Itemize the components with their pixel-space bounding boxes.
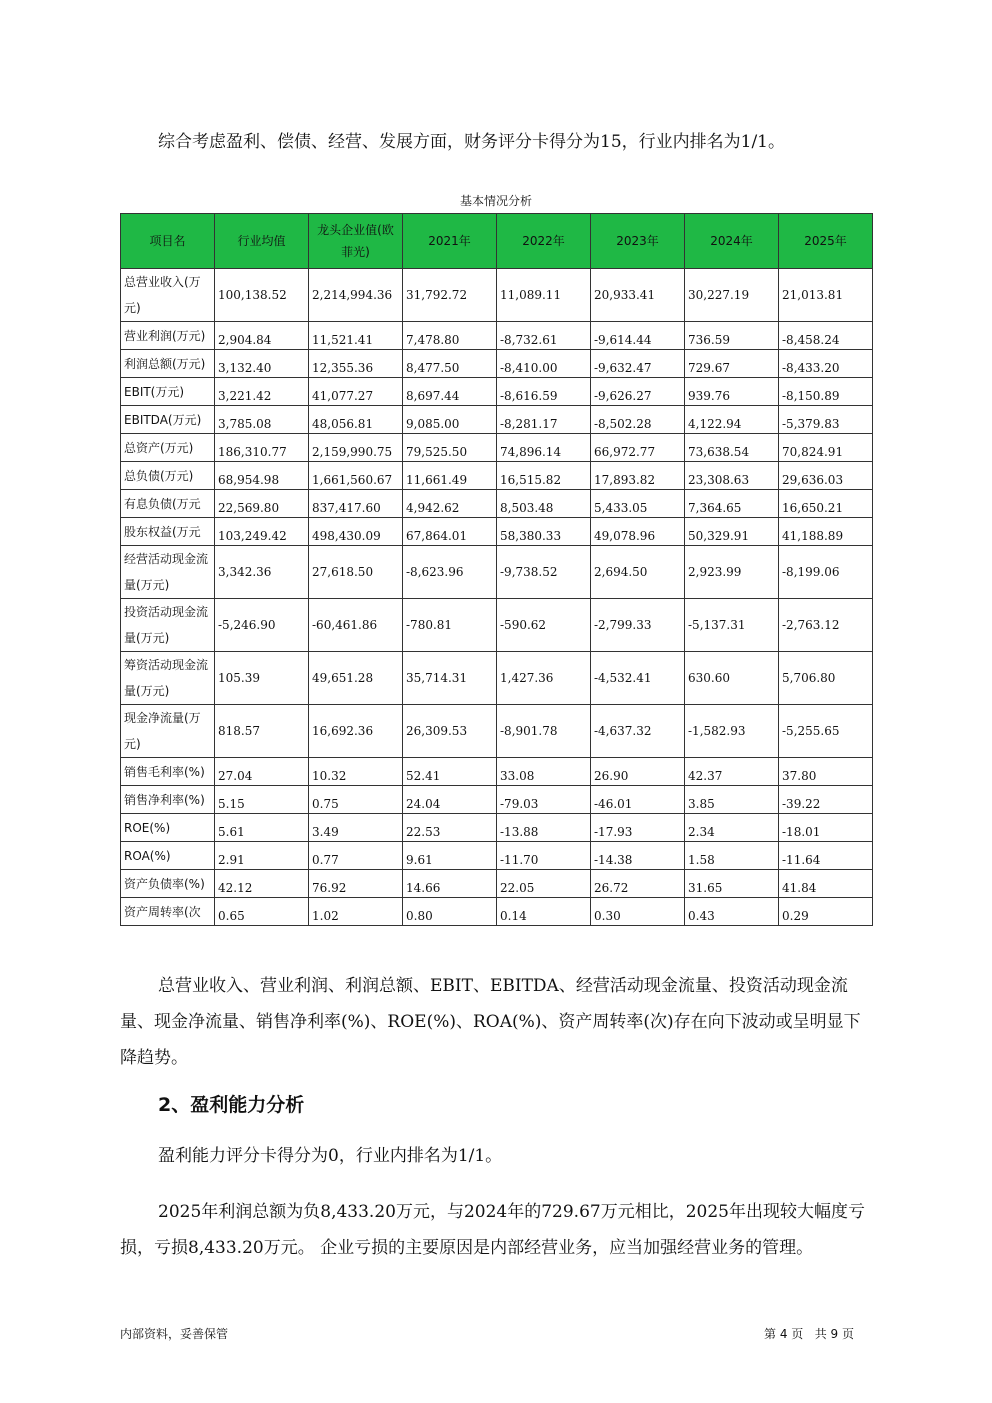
table-cell: 3,132.40: [215, 350, 309, 378]
table-cell: 26.90: [591, 758, 685, 786]
table-cell: -5,246.90: [215, 599, 309, 652]
row-label: 利润总额(万元): [121, 350, 215, 378]
table-cell: 3.85: [685, 786, 779, 814]
table-row: [121, 269, 873, 322]
table-cell: 11,661.49: [403, 462, 497, 490]
table-cell: 41,188.89: [779, 518, 873, 546]
table-cell: 0.77: [309, 842, 403, 870]
table-cell: -8,502.28: [591, 406, 685, 434]
table-cell: 2.91: [215, 842, 309, 870]
table-cell: -8,458.24: [779, 322, 873, 350]
table-cell: 49,078.96: [591, 518, 685, 546]
table-cell: -2,799.33: [591, 599, 685, 652]
table-body: [121, 269, 873, 926]
table-cell: 66,972.77: [591, 434, 685, 462]
table-row: [121, 705, 873, 758]
intro-paragraph: 综合考虑盈利、偿债、经营、发展方面，财务评分卡得分为15，行业内排名为1/1。: [158, 132, 785, 152]
table-cell: 0.43: [685, 898, 779, 926]
row-label: 筹资活动现金流量(万元): [121, 652, 215, 705]
row-label: 营业利润(万元): [121, 322, 215, 350]
table-cell: 5.61: [215, 814, 309, 842]
table-cell: 22,569.80: [215, 490, 309, 518]
table-cell: 2,159,990.75: [309, 434, 403, 462]
table-cell: 50,329.91: [685, 518, 779, 546]
table-cell: 17,893.82: [591, 462, 685, 490]
table-cell: 10.32: [309, 758, 403, 786]
table-cell: -13.88: [497, 814, 591, 842]
table-cell: 2,214,994.36: [309, 269, 403, 322]
table-cell: 630.60: [685, 652, 779, 705]
table-cell: -8,616.59: [497, 378, 591, 406]
table-cell: 2,923.99: [685, 546, 779, 599]
table-cell: -780.81: [403, 599, 497, 652]
table-row: [121, 870, 873, 898]
table-cell: 1,661,560.67: [309, 462, 403, 490]
header-cell: 2025年: [779, 214, 873, 269]
table-cell: -8,281.17: [497, 406, 591, 434]
table-cell: -8,150.89: [779, 378, 873, 406]
table-cell: 729.67: [685, 350, 779, 378]
table-row: [121, 434, 873, 462]
page-number-text: 第 4 页 共 9 页: [764, 1327, 854, 1341]
table-cell: 26.72: [591, 870, 685, 898]
table-cell: -5,379.83: [779, 406, 873, 434]
summary-paragraph: 总营业收入、营业利润、利润总额、EBIT、EBITDA、经营活动现金流量、投资活动现金流量、现金净流量、销售净利率(%)、ROE(%)、ROA(%)、资产周转率(次)存在向下波动或呈明显下降趋势。: [120, 976, 861, 1068]
table-cell: 100,138.52: [215, 269, 309, 322]
table-cell: -1,582.93: [685, 705, 779, 758]
table-row: [121, 652, 873, 705]
table-cell: -8,433.20: [779, 350, 873, 378]
table-cell: 837,417.60: [309, 490, 403, 518]
table-cell: 22.53: [403, 814, 497, 842]
table-cell: 7,364.65: [685, 490, 779, 518]
table-cell: 736.59: [685, 322, 779, 350]
header-cell: 2024年: [685, 214, 779, 269]
table-cell: 30,227.19: [685, 269, 779, 322]
table-cell: -5,137.31: [685, 599, 779, 652]
table-cell: 8,477.50: [403, 350, 497, 378]
table-cell: 3,221.42: [215, 378, 309, 406]
table-cell: 73,638.54: [685, 434, 779, 462]
table-cell: 4,942.62: [403, 490, 497, 518]
table-cell: 9,085.00: [403, 406, 497, 434]
table-row: [121, 898, 873, 926]
table-cell: 3,342.36: [215, 546, 309, 599]
table-cell: 27,618.50: [309, 546, 403, 599]
row-label: 现金净流量(万元): [121, 705, 215, 758]
table-cell: 67,864.01: [403, 518, 497, 546]
table-cell: 818.57: [215, 705, 309, 758]
header-cell: 龙头企业值(欧菲光): [309, 214, 403, 269]
header-cell: 行业均值: [215, 214, 309, 269]
profit-paragraph: 2025年利润总额为负8,433.20万元，与2024年的729.67万元相比，2025年出现较大幅度亏损，亏损8,433.20万元。 企业亏损的主要原因是内部经营业务，应当加强经营业务的管理。: [120, 1202, 865, 1258]
row-label: 资产周转率(次: [121, 898, 215, 926]
table-cell: 42.12: [215, 870, 309, 898]
table-cell: 498,430.09: [309, 518, 403, 546]
row-label: ROE(%): [121, 814, 215, 842]
table-row: [121, 842, 873, 870]
table-cell: 37.80: [779, 758, 873, 786]
table-cell: 0.75: [309, 786, 403, 814]
table-cell: 31,792.72: [403, 269, 497, 322]
table-cell: 3.49: [309, 814, 403, 842]
table-cell: 5,706.80: [779, 652, 873, 705]
table-cell: 5.15: [215, 786, 309, 814]
table-cell: 68,954.98: [215, 462, 309, 490]
table-cell: 31.65: [685, 870, 779, 898]
table-cell: 11,089.11: [497, 269, 591, 322]
table-caption: 基本情况分析: [459, 194, 532, 208]
table-cell: 3,785.08: [215, 406, 309, 434]
table-cell: 48,056.81: [309, 406, 403, 434]
table-cell: 27.04: [215, 758, 309, 786]
table-cell: -9,738.52: [497, 546, 591, 599]
financial-table-container: [120, 213, 872, 926]
table-cell: -8,199.06: [779, 546, 873, 599]
header-cell: 2021年: [403, 214, 497, 269]
table-cell: 0.14: [497, 898, 591, 926]
table-cell: 20,933.41: [591, 269, 685, 322]
table-cell: 52.41: [403, 758, 497, 786]
table-cell: -14.38: [591, 842, 685, 870]
score-paragraph: 盈利能力评分卡得分为0，行业内排名为1/1。: [158, 1146, 503, 1166]
row-label: ROA(%): [121, 842, 215, 870]
table-cell: 16,692.36: [309, 705, 403, 758]
table-cell: 16,650.21: [779, 490, 873, 518]
table-cell: 79,525.50: [403, 434, 497, 462]
table-cell: 0.80: [403, 898, 497, 926]
table-cell: 23,308.63: [685, 462, 779, 490]
table-cell: -18.01: [779, 814, 873, 842]
table-cell: 2.34: [685, 814, 779, 842]
header-cell: 2023年: [591, 214, 685, 269]
table-cell: 2,904.84: [215, 322, 309, 350]
table-cell: 1.02: [309, 898, 403, 926]
table-row: [121, 490, 873, 518]
table-row: [121, 758, 873, 786]
table-row: [121, 814, 873, 842]
table-cell: -11.70: [497, 842, 591, 870]
table-row: [121, 518, 873, 546]
row-label: 股东权益(万元: [121, 518, 215, 546]
table-cell: -2,763.12: [779, 599, 873, 652]
table-cell: -8,410.00: [497, 350, 591, 378]
table-cell: 58,380.33: [497, 518, 591, 546]
row-label: 总资产(万元): [121, 434, 215, 462]
table-cell: 76.92: [309, 870, 403, 898]
table-cell: -79.03: [497, 786, 591, 814]
table-cell: 26,309.53: [403, 705, 497, 758]
table-cell: 29,636.03: [779, 462, 873, 490]
table-cell: 24.04: [403, 786, 497, 814]
financial-table: [120, 213, 873, 926]
table-cell: 0.29: [779, 898, 873, 926]
table-row: [121, 546, 873, 599]
table-cell: 9.61: [403, 842, 497, 870]
table-cell: -590.62: [497, 599, 591, 652]
table-cell: -8,732.61: [497, 322, 591, 350]
table-row: [121, 599, 873, 652]
footer-page-number: [764, 1325, 854, 1342]
table-cell: 41,077.27: [309, 378, 403, 406]
table-cell: -46.01: [591, 786, 685, 814]
table-cell: 2,694.50: [591, 546, 685, 599]
table-row: [121, 406, 873, 434]
row-label: 有息负债(万元: [121, 490, 215, 518]
table-cell: -5,255.65: [779, 705, 873, 758]
table-cell: 70,824.91: [779, 434, 873, 462]
table-cell: -8,901.78: [497, 705, 591, 758]
table-cell: 0.30: [591, 898, 685, 926]
table-cell: -8,623.96: [403, 546, 497, 599]
table-cell: 7,478.80: [403, 322, 497, 350]
table-cell: -11.64: [779, 842, 873, 870]
row-label: 销售毛利率(%): [121, 758, 215, 786]
table-cell: 5,433.05: [591, 490, 685, 518]
table-cell: -4,637.32: [591, 705, 685, 758]
row-label: 总营业收入(万元): [121, 269, 215, 322]
row-label: 资产负债率(%): [121, 870, 215, 898]
table-cell: -9,626.27: [591, 378, 685, 406]
table-cell: 14.66: [403, 870, 497, 898]
table-cell: 1,427.36: [497, 652, 591, 705]
row-label: 销售净利率(%): [121, 786, 215, 814]
table-cell: 74,896.14: [497, 434, 591, 462]
table-cell: 41.84: [779, 870, 873, 898]
row-label: 经营活动现金流量(万元): [121, 546, 215, 599]
table-row: [121, 378, 873, 406]
row-label: 投资活动现金流量(万元): [121, 599, 215, 652]
table-cell: -9,632.47: [591, 350, 685, 378]
table-cell: 21,013.81: [779, 269, 873, 322]
table-cell: 12,355.36: [309, 350, 403, 378]
row-label: 总负债(万元): [121, 462, 215, 490]
table-cell: 4,122.94: [685, 406, 779, 434]
table-row: [121, 322, 873, 350]
table-cell: 8,503.48: [497, 490, 591, 518]
table-cell: 8,697.44: [403, 378, 497, 406]
header-cell: 2022年: [497, 214, 591, 269]
header-cell: 项目名: [121, 214, 215, 269]
section-heading: 2、盈利能力分析: [158, 1094, 305, 1116]
table-cell: -17.93: [591, 814, 685, 842]
table-cell: 22.05: [497, 870, 591, 898]
table-cell: 33.08: [497, 758, 591, 786]
table-cell: 939.76: [685, 378, 779, 406]
table-row: [121, 786, 873, 814]
table-cell: 186,310.77: [215, 434, 309, 462]
table-cell: -60,461.86: [309, 599, 403, 652]
table-cell: -9,614.44: [591, 322, 685, 350]
table-cell: 105.39: [215, 652, 309, 705]
table-cell: 16,515.82: [497, 462, 591, 490]
table-cell: 11,521.41: [309, 322, 403, 350]
table-row: [121, 350, 873, 378]
table-cell: 103,249.42: [215, 518, 309, 546]
row-label: EBIT(万元): [121, 378, 215, 406]
table-cell: -39.22: [779, 786, 873, 814]
table-cell: -4,532.41: [591, 652, 685, 705]
table-row: [121, 462, 873, 490]
table-cell: 0.65: [215, 898, 309, 926]
table-cell: 1.58: [685, 842, 779, 870]
row-label: EBITDA(万元): [121, 406, 215, 434]
table-cell: 49,651.28: [309, 652, 403, 705]
table-cell: 42.37: [685, 758, 779, 786]
footer-confidential: 内部资料，妥善保管: [120, 1327, 229, 1341]
table-header-row: [121, 214, 873, 269]
table-cell: 35,714.31: [403, 652, 497, 705]
